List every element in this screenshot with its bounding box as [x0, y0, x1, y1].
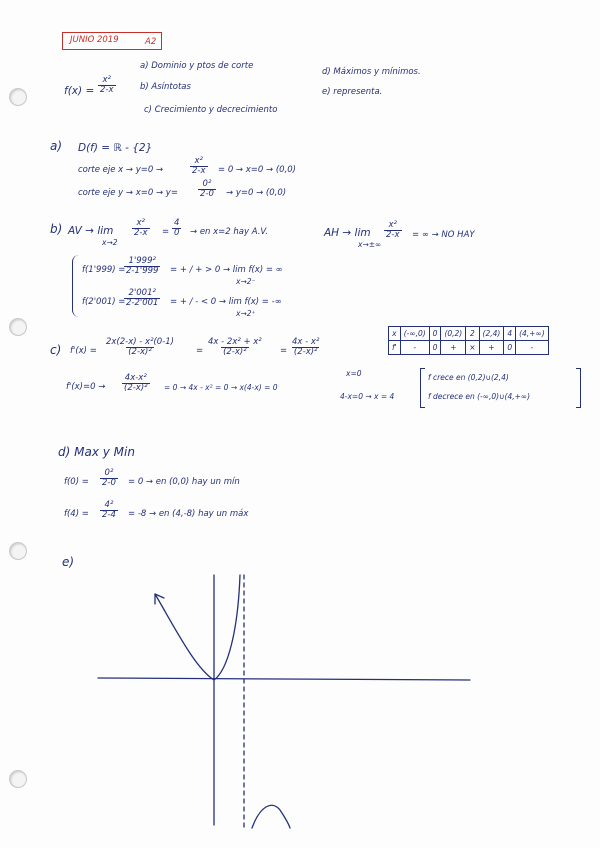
sign-table-cell: ×: [466, 341, 479, 355]
parabola-branch: [155, 575, 240, 680]
fraction-denominator: 2-4: [102, 510, 116, 521]
fraction-denominator: 2-0: [200, 189, 214, 200]
equals-sign: =: [196, 346, 204, 356]
va-limit-sub: x→2: [102, 238, 118, 247]
fraction-denominator: 0: [174, 228, 180, 239]
va-lead: AV → lim: [68, 225, 114, 237]
min-lead: f(0) =: [64, 477, 89, 487]
sign-table-cell: (0,2): [441, 327, 466, 341]
header-title: JUNIO 2019: [70, 35, 119, 45]
sign-table-cell: (4,+∞): [516, 327, 549, 341]
x-intercept-tail: = 0 → x=0 → (0,0): [218, 165, 296, 175]
fraction-denominator: 2-x: [134, 228, 148, 239]
fraction-denominator: (2-x)²: [223, 347, 247, 358]
root-1: x=0: [346, 369, 362, 378]
section-d-label: d) Max y Min: [58, 445, 135, 459]
fraction-numerator: x²: [102, 75, 111, 85]
item-b: b) Asíntotas: [140, 82, 191, 92]
fraction-numerator: 0²: [202, 179, 212, 189]
fraction-denominator: 2-x: [100, 85, 114, 96]
fraction-denominator: 2-1'999: [126, 266, 159, 277]
sign-table-cell: -: [400, 341, 429, 355]
fraction-denominator: (2-x)²: [128, 347, 152, 358]
item-d: d) Máximos y mínimos.: [322, 67, 421, 77]
sign-table-cell: 0: [429, 327, 441, 341]
max-tail: = -8 → en (4,-8) hay un máx: [128, 509, 249, 519]
domain-text: D(f) = ℝ - {2}: [78, 142, 153, 154]
fraction-denominator: 2-0: [102, 478, 116, 489]
increasing-text: f crece en (0,2)∪(2,4): [428, 373, 509, 382]
fraction-numerator: x²: [136, 218, 145, 228]
ha-lead: AH → lim: [324, 227, 371, 239]
right-branch: [252, 805, 290, 828]
equals-sign: =: [280, 346, 288, 356]
x-intercept-lead: corte eje x → y=0 →: [78, 165, 164, 175]
fraction-numerator: 1'999²: [128, 256, 156, 266]
item-c: c) Crecimiento y decrecimiento: [144, 105, 278, 115]
fraction-numerator: 4: [174, 218, 180, 228]
fraction-denominator: (2-x)²: [293, 347, 318, 358]
section-b-label: b): [50, 222, 63, 236]
fraction-numerator: 4x-x²: [124, 373, 147, 383]
derivative-lead: f'(x) =: [70, 346, 97, 356]
left-limit-sign: = + / + > 0 → lim f(x) = ∞: [170, 265, 283, 275]
fraction-numerator: 4²: [104, 500, 114, 510]
sign-table-cell: (2,4): [479, 327, 504, 341]
fraction-numerator: x²: [194, 156, 203, 166]
ha-limit-sub: x→±∞: [358, 240, 382, 249]
fraction-numerator: 4x - 2x² + x²: [208, 337, 262, 347]
sign-table-cell: (-∞,0): [400, 327, 429, 341]
ha-tail: = ∞ → NO HAY: [412, 230, 475, 240]
sign-table-cell: 4: [504, 327, 516, 341]
sign-table-cell: x: [389, 327, 401, 341]
section-a-label: a): [50, 139, 63, 153]
decreasing-text: f decrece en (-∞,0)∪(4,+∞): [428, 392, 531, 401]
sign-table-cell: 0: [504, 341, 516, 355]
x-axis: [98, 678, 470, 680]
fraction-numerator: 2'001²: [128, 288, 156, 298]
right-limit-sub: x→2⁺: [236, 309, 256, 318]
left-limit-lead: f(1'999) =: [82, 265, 126, 275]
va-tail: → en x=2 hay A.V.: [190, 227, 268, 237]
critical-tail: = 0 → 4x - x² = 0 → x(4-x) = 0: [164, 383, 278, 392]
header-tag: A2: [145, 37, 157, 47]
fraction-numerator: 2x(2-x) - x²(0-1): [106, 337, 174, 347]
fraction-numerator: 0²: [104, 468, 114, 478]
min-tail: = 0 → en (0,0) hay un mín: [128, 477, 240, 487]
section-e-label: e): [62, 555, 75, 569]
left-limit-sub: x→2⁻: [236, 277, 256, 286]
item-e: e) representa.: [322, 87, 383, 97]
section-c-label: c): [50, 343, 62, 357]
max-lead: f(4) =: [64, 509, 89, 519]
critical-lead: f'(x)=0 →: [66, 382, 106, 392]
va-equals: =: [162, 227, 170, 237]
root-2: 4-x=0 → x = 4: [340, 392, 395, 401]
sign-table-cell: +: [441, 341, 466, 355]
function-lhs: f(x) =: [64, 85, 95, 97]
sign-table-cell: 2: [466, 327, 479, 341]
sign-table-cell: -: [516, 341, 549, 355]
fraction-denominator: (2-x)²: [124, 383, 148, 394]
fraction-denominator: 2-x: [386, 230, 400, 241]
y-intercept-tail: → y=0 → (0,0): [226, 188, 287, 198]
fraction-denominator: 2-x: [192, 166, 206, 177]
item-a: a) Dominio y ptos de corte: [140, 61, 254, 71]
fraction-denominator: 2-2'001: [126, 298, 159, 309]
right-limit-lead: f(2'001) =: [82, 297, 126, 307]
fraction-numerator: x²: [388, 220, 397, 230]
y-intercept-lead: corte eje y → x=0 → y=: [78, 188, 178, 198]
sign-table-cell: 0: [429, 341, 441, 355]
sign-table-cell: +: [479, 341, 504, 355]
fraction-numerator: 4x - x²: [292, 337, 320, 347]
sign-table-cell: f': [389, 341, 401, 355]
right-limit-sign: = + / - < 0 → lim f(x) = -∞: [170, 297, 282, 307]
